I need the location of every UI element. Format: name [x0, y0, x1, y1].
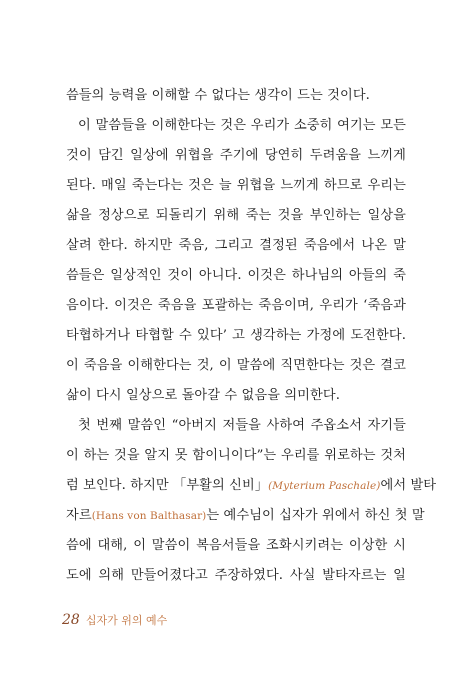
text-line-3-content: 것이 담긴 일상에 위협을 주기에 당연히 두려움을 느끼게 [66, 148, 406, 163]
text-line-14-tail: 에서 발타 [380, 478, 437, 493]
running-book-title: 십자가 위의 예수 [85, 614, 168, 627]
text-line-16 [66, 538, 406, 554]
text-line-12-content: 첫 번째 말씀인 “아버지 저들을 사하여 주옵소서 자기들 [78, 418, 406, 433]
text-line-4 [66, 178, 406, 194]
text-line-12 [78, 418, 406, 434]
page-footer [62, 612, 167, 628]
text-line-17-content: 도에 의해 만들어졌다고 주장하였다. 사실 발타자르는 일 [66, 568, 406, 583]
text-line-15 [66, 508, 425, 524]
text-line-17 [66, 568, 406, 584]
text-line-9-content: 타협하거나 타협할 수 있다’ 고 생각하는 가정에 도전한다. [66, 328, 406, 343]
text-line-2 [78, 118, 406, 134]
text-line-14-content: 럼 보인다. 하지만 「부활의 신비」 [66, 478, 269, 493]
text-line-6-content: 살려 한다. 하지만 죽음, 그리고 결정된 죽음에서 나온 말 [66, 238, 406, 253]
text-line-6 [66, 238, 406, 254]
text-line-2-content: 이 말씀들을 이해한다는 것은 우리가 소중히 여기는 모든 [78, 118, 406, 133]
text-line-14 [66, 478, 437, 494]
text-line-11-content: 삶이 다시 일상으로 돌아갈 수 없음을 의미한다. [66, 388, 340, 403]
latin-title-annotation: (Myterium Paschale) [268, 480, 381, 492]
text-line-1-content: 씀들의 능력을 이해할 수 없다는 생각이 드는 것이다. [66, 88, 370, 103]
text-line-3 [66, 148, 406, 164]
text-line-13-content: 이 하는 것을 알지 못 함이니이다”는 우리를 위로하는 것처 [66, 448, 406, 463]
text-line-5 [66, 208, 406, 224]
text-line-7 [66, 268, 406, 284]
text-line-5-content: 삶을 정상으로 되돌리기 위해 죽는 것을 부인하는 일상을 [66, 208, 406, 223]
text-line-1 [66, 88, 406, 104]
text-line-8 [66, 298, 406, 314]
text-line-7-content: 씀들은 일상적인 것이 아니다. 이것은 하나님의 아들의 죽 [66, 268, 406, 283]
text-line-4-content: 된다. 매일 죽는다는 것은 늘 위협을 느끼게 하므로 우리는 [66, 178, 406, 193]
text-line-10 [66, 358, 406, 374]
author-name-annotation: (Hans von Balthasar) [91, 510, 207, 522]
text-line-16-content: 씀에 대해, 이 말씀이 복음서들을 조화시키려는 이상한 시 [66, 538, 406, 553]
text-line-15-tail: 는 예수님이 십자가 위에서 하신 첫 말 [206, 508, 425, 523]
text-line-8-content: 음이다. 이것은 죽음을 포괄하는 죽음이며, 우리가 ‘죽음과 [66, 298, 406, 313]
page-number: 28 [62, 612, 80, 628]
text-line-9 [66, 328, 406, 344]
text-line-13 [66, 448, 406, 464]
text-line-10-content: 이 죽음을 이해한다는 것, 이 말씀에 직면한다는 것은 결코 [66, 358, 406, 373]
text-line-15-content: 자르 [66, 508, 92, 523]
text-line-11 [66, 388, 406, 404]
